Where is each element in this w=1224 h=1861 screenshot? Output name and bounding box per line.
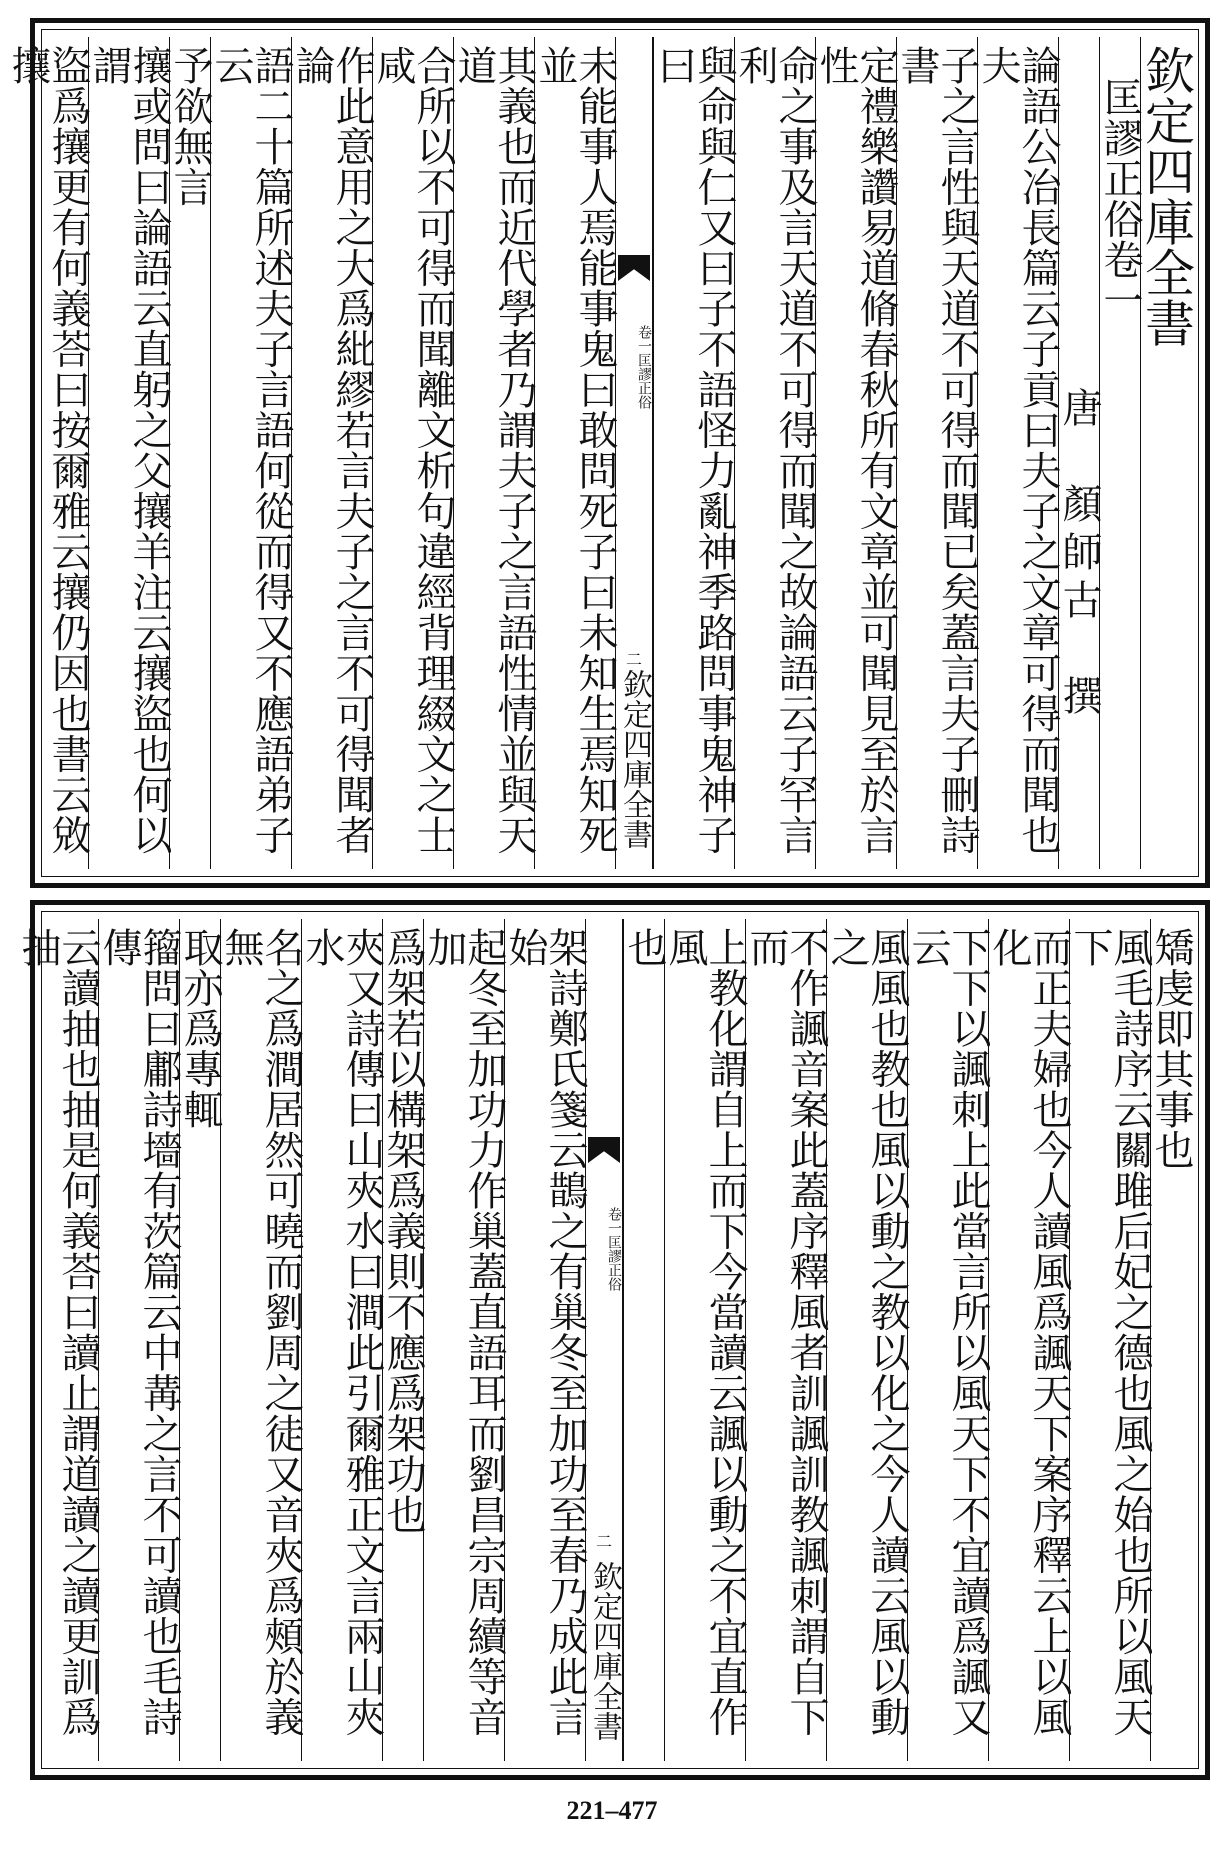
fold-book-info bbox=[586, 1189, 622, 1309]
text-column: 風毛詩序云關雎后妃之德也風之始也所以風天下 bbox=[1069, 919, 1150, 1761]
fishtail-mark bbox=[588, 1137, 620, 1163]
text-column: 起冬至加功力作巢蓋直語耳而劉昌宗周續等音加 bbox=[423, 919, 504, 1761]
fold-book-title: 匡謬正俗 bbox=[606, 1235, 622, 1291]
fold-page-number: 二 bbox=[625, 650, 642, 669]
center-fold bbox=[615, 37, 653, 869]
text-column: 予欲無言 bbox=[169, 37, 210, 869]
text-column: 下下以諷刺上此當言所以風天下不宜讀爲諷又云 bbox=[907, 919, 988, 1761]
text-column: 不作諷音案此蓋序釋風者訓諷訓教諷刺謂自下而 bbox=[745, 919, 826, 1761]
fold-library-title: 欽定四庫全書 bbox=[617, 669, 652, 849]
fold-volume: 卷一 bbox=[636, 325, 652, 353]
text-column: 名之爲澗居然可曉而劉周之徒又音夾爲頰於義無 bbox=[220, 919, 301, 1761]
text-column: 而正夫婦也今人讀風爲諷天下案序釋云上以風化 bbox=[988, 919, 1069, 1761]
fold-volume: 卷一 bbox=[606, 1207, 622, 1235]
text-column: 論語公冶長篇云子貢曰夫子之文章可得而聞也夫 bbox=[977, 37, 1058, 869]
text-column: 取亦爲專輒 bbox=[179, 919, 220, 1761]
fold-book-title: 匡謬正俗 bbox=[636, 353, 652, 409]
center-fold bbox=[585, 919, 623, 1761]
text-column: 夾又詩傳曰山夾水曰澗此引爾雅正文言兩山夾水 bbox=[301, 919, 382, 1761]
text-column: 合所以不可得而聞離文析句違經背理綴文之士咸 bbox=[372, 37, 453, 869]
text-column: 矯虔即其事也 bbox=[1150, 919, 1191, 1761]
text-column: 爲架若以構架爲義則不應爲架功也 bbox=[382, 919, 423, 1761]
upper-page bbox=[5, 18, 1210, 888]
text-column: 也 bbox=[623, 919, 664, 1761]
text-column: 其義也而近代學者乃謂夫子之言語性情並與天道 bbox=[453, 37, 534, 869]
fold-page-number: 二 bbox=[595, 1532, 612, 1551]
text-column: 云讀抽也抽是何義荅曰讀止謂道讀之讀更訓爲抽 bbox=[15, 927, 101, 1737]
lower-page bbox=[15, 900, 1210, 1780]
library-title: 欽定四庫全書 bbox=[1140, 37, 1191, 869]
text-column: 攘或問曰論語云直躬之父攘羊注云攘盜也何以謂 bbox=[88, 37, 169, 869]
text-column: 上教化謂自上而下今當讀云諷以動之不宜直作風 bbox=[664, 919, 745, 1761]
text-column: 籀問曰鄘詩墻有茨篇云中冓之言不可讀也毛詩傳 bbox=[98, 919, 179, 1761]
fishtail-mark bbox=[618, 255, 650, 281]
chapter-title: 匡謬正俗卷一 bbox=[1099, 37, 1140, 869]
upper-page-columns bbox=[5, 37, 1195, 869]
text-column: 子之言性與天道不可得而聞已矣蓋言夫子刪詩書 bbox=[896, 37, 977, 869]
lower-page-columns bbox=[15, 919, 1194, 1761]
text-column: 盜爲攘更有何義荅曰按爾雅云攘仍因也書云敓攘 bbox=[5, 45, 91, 855]
text-column: 命之事及言天道不可得而聞之故論語云子罕言利 bbox=[734, 37, 815, 869]
text-column: 定禮樂讚易道脩春秋所有文章並可聞見至於言性 bbox=[815, 37, 896, 869]
text-column: 作此意用之大爲紕繆若言夫子之言不可得聞者論 bbox=[291, 37, 372, 869]
text-column: 未能事人焉能事鬼曰敢問死子曰未知生焉知死並 bbox=[534, 37, 615, 869]
folio-number: 221–477 bbox=[566, 1796, 658, 1825]
fold-library-title: 欽定四庫全書 bbox=[587, 1561, 622, 1741]
author-line: 唐 顏師古 撰 bbox=[1058, 37, 1099, 869]
text-column: 架詩鄭氏箋云鵲之有巢冬至加功至春乃成此言始 bbox=[504, 919, 585, 1761]
text-column: 與命與仁又曰子不語怪力亂神季路問事鬼神子曰 bbox=[653, 37, 734, 869]
fold-book-info bbox=[616, 307, 652, 427]
text-column: 語二十篇所述夫子言語何從而得又不應語弟子云 bbox=[210, 37, 291, 869]
text-column: 風風也教也風以動之教以化之今人讀云風以動之 bbox=[826, 919, 907, 1761]
